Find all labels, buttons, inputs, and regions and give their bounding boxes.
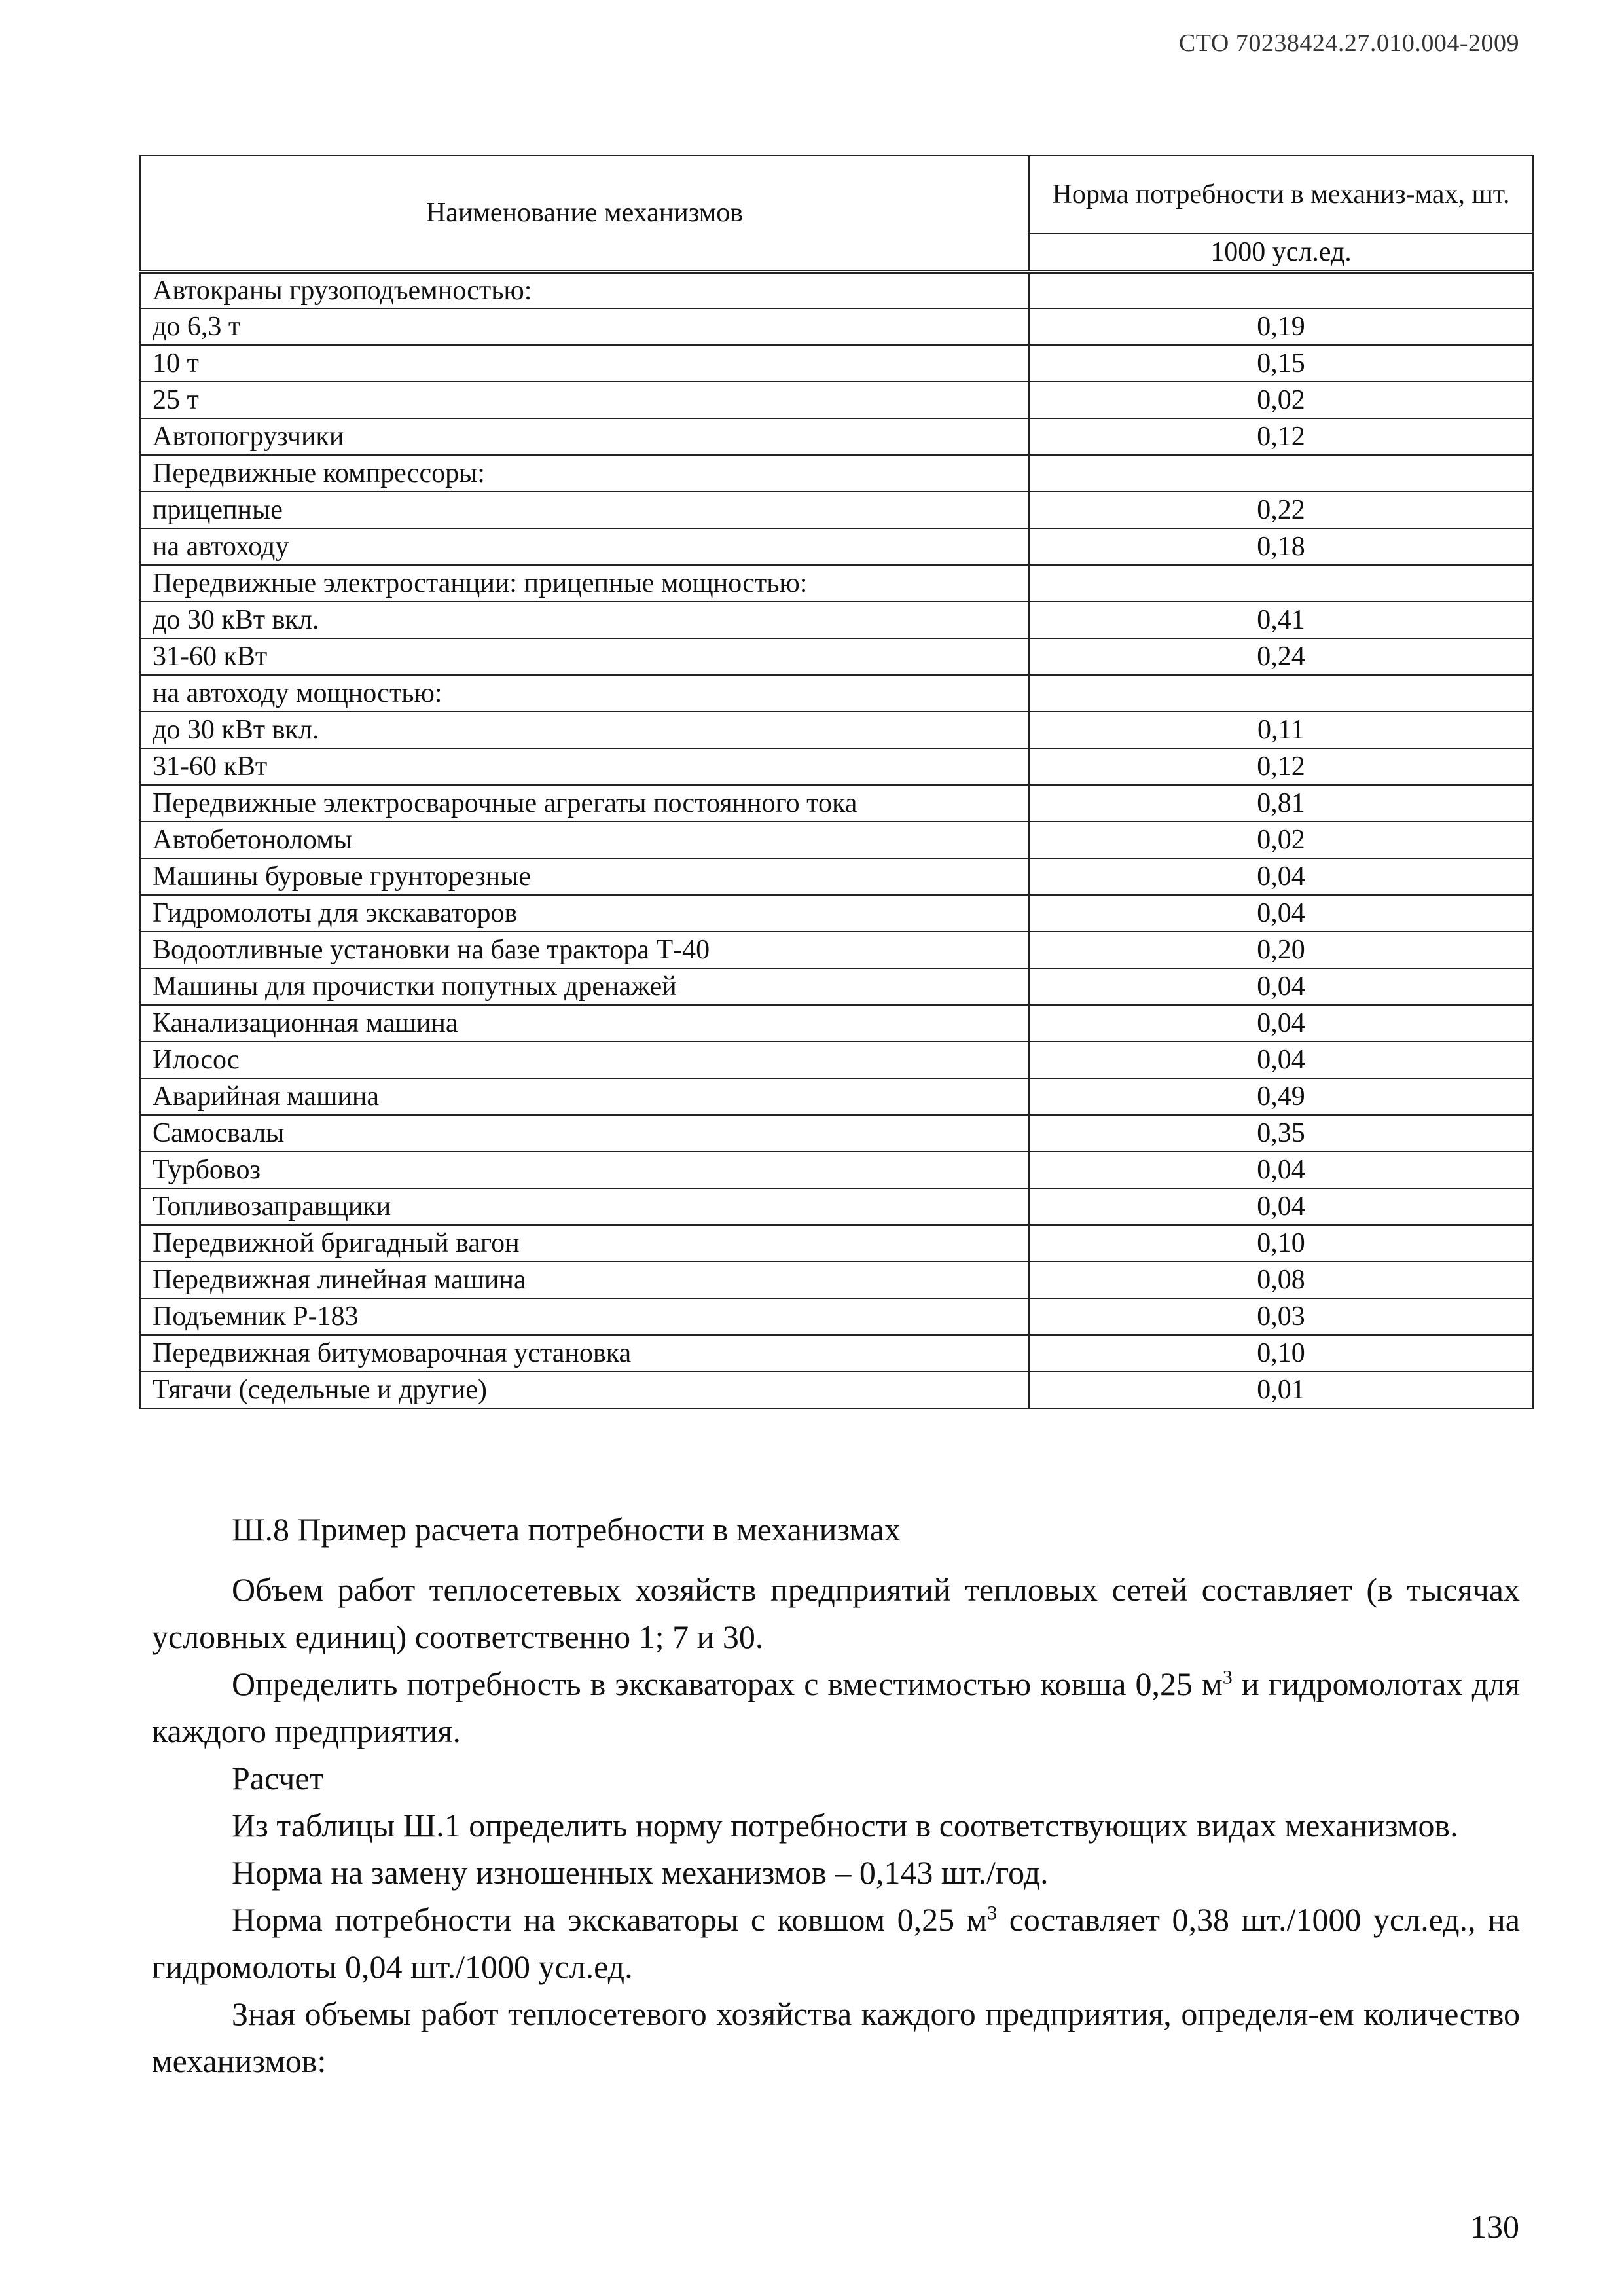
text-span: Норма потребности на экскаваторы с ковшом 0,25 м <box>232 1901 988 1938</box>
mechanism-name-cell: Гидромолоты для экскаваторов <box>140 895 1029 932</box>
text-body <box>152 1506 1520 2085</box>
mechanism-name-cell: Водоотливные установки на базе трактора Т-40 <box>140 932 1029 968</box>
norm-value-cell: 0,02 <box>1029 382 1533 418</box>
section-title: Ш.8 Пример расчета потребности в механизмах <box>232 1511 901 1548</box>
norm-value-cell: 0,04 <box>1029 1152 1533 1188</box>
mechanism-name-cell: Самосвалы <box>140 1115 1029 1152</box>
norm-value-cell: 0,49 <box>1029 1078 1533 1115</box>
table-row <box>140 932 1533 968</box>
norm-value-cell: 0,20 <box>1029 932 1533 968</box>
mechanisms-norm-table <box>139 155 1534 1409</box>
table-row <box>140 455 1533 492</box>
mechanism-name-cell: Передвижной бригадный вагон <box>140 1225 1029 1262</box>
table-row <box>140 1262 1533 1298</box>
norm-value-cell: 0,04 <box>1029 858 1533 895</box>
paragraph: Зная объемы работ теплосетевого хозяйства каждого предприятия, определя-ем количество механизмов: <box>152 1995 1520 2079</box>
norm-value-cell: 0,24 <box>1029 638 1533 675</box>
norm-value-cell <box>1029 272 1533 308</box>
mechanism-name-cell: Автопогрузчики <box>140 418 1029 455</box>
table-row <box>140 418 1533 455</box>
table-row <box>140 712 1533 748</box>
table-row <box>140 1005 1533 1042</box>
mechanism-name-cell: Передвижная линейная машина <box>140 1262 1029 1298</box>
table-row <box>140 1078 1533 1115</box>
norm-value-cell: 0,02 <box>1029 822 1533 858</box>
table-row <box>140 602 1533 638</box>
document-code: СТО 70238424.27.010.004-2009 <box>1178 29 1519 57</box>
mechanism-name-cell: 25 т <box>140 382 1029 418</box>
norm-value-cell: 0,10 <box>1029 1225 1533 1262</box>
norm-value-cell: 0,18 <box>1029 528 1533 565</box>
norm-value-cell: 0,04 <box>1029 1005 1533 1042</box>
page-number: 130 <box>1470 2208 1519 2245</box>
table-row <box>140 785 1533 822</box>
header-unit-cell: 1000 усл.ед. <box>1029 234 1533 272</box>
mechanism-name-cell: Топливозаправщики <box>140 1188 1029 1225</box>
paragraph: Из таблицы Ш.1 определить норму потребности в соответствующих видах механизмов. <box>232 1807 1458 1844</box>
table-row <box>140 272 1533 308</box>
table-row <box>140 822 1533 858</box>
table-row <box>140 1188 1533 1225</box>
mechanism-name-cell: на автоходу мощностью: <box>140 675 1029 712</box>
norm-value-cell: 0,22 <box>1029 492 1533 528</box>
norm-value-cell: 0,10 <box>1029 1335 1533 1372</box>
table-header-row <box>140 155 1533 234</box>
norm-value-cell: 0,11 <box>1029 712 1533 748</box>
mechanism-name-cell: 31-60 кВт <box>140 638 1029 675</box>
paragraph: Норма на замену изношенных механизмов – 0,143 шт./год. <box>232 1854 1049 1891</box>
table-row <box>140 382 1533 418</box>
norm-value-cell: 0,41 <box>1029 602 1533 638</box>
norm-value-cell: 0,12 <box>1029 418 1533 455</box>
norm-value-cell: 0,15 <box>1029 345 1533 382</box>
norm-value-cell: 0,19 <box>1029 308 1533 345</box>
norm-value-cell: 0,08 <box>1029 1262 1533 1298</box>
norm-value-cell: 0,03 <box>1029 1298 1533 1335</box>
mechanism-name-cell: Тягачи (седельные и другие) <box>140 1372 1029 1408</box>
norm-value-cell: 0,04 <box>1029 1188 1533 1225</box>
table-row <box>140 1042 1533 1078</box>
mechanism-name-cell: Турбовоз <box>140 1152 1029 1188</box>
mechanism-name-cell: Передвижные электросварочные агрегаты постоянного тока <box>140 785 1029 822</box>
table-row <box>140 1225 1533 1262</box>
norm-value-cell: 0,04 <box>1029 895 1533 932</box>
mechanism-name-cell: Илосос <box>140 1042 1029 1078</box>
table-row <box>140 968 1533 1005</box>
norm-value-cell: 0,35 <box>1029 1115 1533 1152</box>
paragraph <box>152 1896 1520 1990</box>
table-row <box>140 858 1533 895</box>
norm-value-cell: 0,01 <box>1029 1372 1533 1408</box>
table-body <box>140 155 1533 1408</box>
norm-value-cell <box>1029 675 1533 712</box>
mechanism-name-cell: Канализационная машина <box>140 1005 1029 1042</box>
norm-value-cell: 0,04 <box>1029 1042 1533 1078</box>
table-row <box>140 1335 1533 1372</box>
mechanism-name-cell: Подъемник Р-183 <box>140 1298 1029 1335</box>
mechanism-name-cell: Передвижные компрессоры: <box>140 455 1029 492</box>
table-row <box>140 1115 1533 1152</box>
mechanism-name-cell: Машины для прочистки попутных дренажей <box>140 968 1029 1005</box>
superscript: 3 <box>987 1902 998 1924</box>
mechanism-name-cell: до 30 кВт вкл. <box>140 712 1029 748</box>
text-span: и гидромолотах для каждого предприятия. <box>152 1666 1520 1749</box>
paragraph <box>152 1660 1520 1755</box>
norm-value-cell: 0,04 <box>1029 968 1533 1005</box>
text-span: Определить потребность в экскаваторах с вместимостью ковша 0,25 м <box>232 1666 1223 1702</box>
header-norm-cell: Норма потребности в механиз-мах, шт. <box>1029 155 1533 234</box>
mechanism-name-cell: Машины буровые грунторезные <box>140 858 1029 895</box>
table-row <box>140 1152 1533 1188</box>
mechanism-name-cell: до 30 кВт вкл. <box>140 602 1029 638</box>
norm-value-cell: 0,12 <box>1029 748 1533 785</box>
norm-value-cell <box>1029 455 1533 492</box>
table-row <box>140 1372 1533 1408</box>
norm-value-cell: 0,81 <box>1029 785 1533 822</box>
norm-value-cell <box>1029 565 1533 602</box>
mechanism-name-cell: Автобетоноломы <box>140 822 1029 858</box>
table-row <box>140 895 1533 932</box>
paragraph: Объем работ теплосетевых хозяйств предприятий тепловых сетей составляет (в тысячах условных единиц) соответственно 1; 7 и 30. <box>152 1571 1520 1655</box>
table-row <box>140 492 1533 528</box>
table-row <box>140 675 1533 712</box>
mechanism-name-cell: 10 т <box>140 345 1029 382</box>
mechanism-name-cell: прицепные <box>140 492 1029 528</box>
paragraph: Расчет <box>232 1760 324 1796</box>
mechanism-name-cell: Передвижная битумоварочная установка <box>140 1335 1029 1372</box>
table-row <box>140 528 1533 565</box>
mechanism-name-cell: 31-60 кВт <box>140 748 1029 785</box>
table-row <box>140 638 1533 675</box>
text-span: составляет 0,38 шт./1000 усл.ед., на гидромолоты 0,04 шт./1000 усл.ед. <box>152 1901 1521 1985</box>
table-row <box>140 748 1533 785</box>
mechanism-name-cell: до 6,3 т <box>140 308 1029 345</box>
header-name-cell: Наименование механизмов <box>140 155 1029 272</box>
mechanism-name-cell: Аварийная машина <box>140 1078 1029 1115</box>
mechanism-name-cell: Передвижные электростанции: прицепные мощностью: <box>140 565 1029 602</box>
superscript: 3 <box>1222 1666 1233 1688</box>
mechanism-name-cell: Автокраны грузоподъемностью: <box>140 272 1029 308</box>
table-row <box>140 1298 1533 1335</box>
table-row <box>140 345 1533 382</box>
mechanism-name-cell: на автоходу <box>140 528 1029 565</box>
table-row <box>140 308 1533 345</box>
table-row <box>140 565 1533 602</box>
